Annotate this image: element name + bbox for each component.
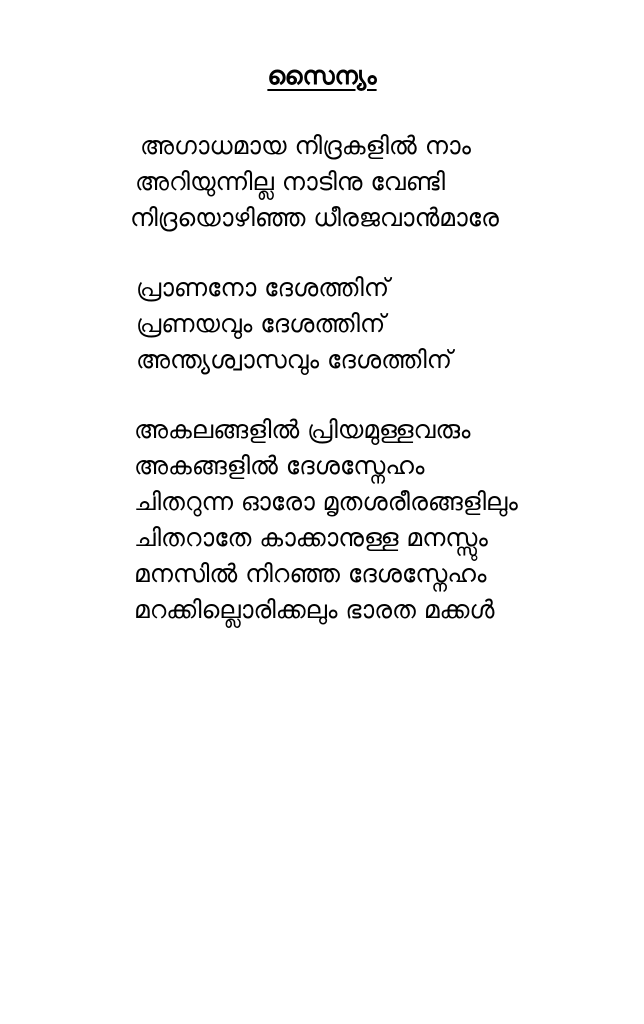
poem-line: ചിതറാതേ കാക്കാനുള്ള മനസ്സും xyxy=(134,523,488,552)
poem-title: സൈന്യം xyxy=(267,61,377,90)
poem-line: നിദ്രയൊഴിഞ്ഞ ധീരജവാൻമാരേ xyxy=(130,203,499,232)
poem-line: പ്രണയവും ദേശത്തിന് xyxy=(136,309,386,338)
poem-line: അകങ്ങളിൽ ദേശസ്നേഹം xyxy=(134,451,425,480)
poem-line: പ്രാണനോ ദേശത്തിന് xyxy=(136,273,390,302)
poem-line: അഗാധമായ നിദ്രകളിൽ നാം xyxy=(140,131,472,160)
poem-line: അറിയുന്നില്ല നാടിനു വേണ്ടി xyxy=(135,167,446,196)
poem-line: മനസിൽ നിറഞ്ഞ ദേശസ്നേഹം xyxy=(134,559,487,588)
poem-line: മറക്കില്ലൊരിക്കലും ഭാരത മക്കൾ xyxy=(134,595,495,624)
poem-line: ചിതറുന്ന ഓരോ മൃതശരീരങ്ങളിലും xyxy=(134,487,518,516)
poem-line: അന്ത്യശ്വാസവും ദേശത്തിന് xyxy=(136,345,453,374)
poem-line: അകലങ്ങളിൽ പ്രിയമുള്ളവരും xyxy=(134,415,471,444)
